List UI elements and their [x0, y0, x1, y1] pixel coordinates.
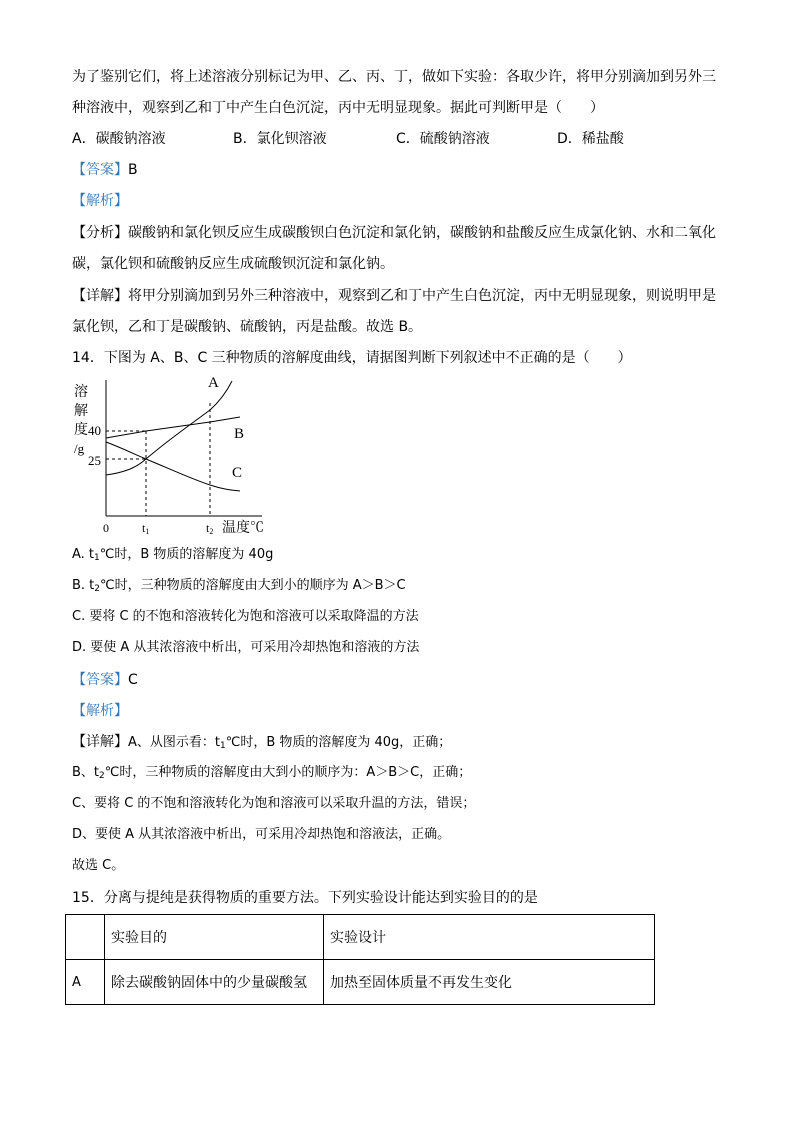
answer-value: B: [128, 162, 138, 178]
q13-option-b: B．氯化钡溶液: [233, 131, 327, 147]
x-tick-t2: t2: [206, 521, 214, 536]
q13-detail-line-1: [72, 286, 716, 306]
detail-tag: 【详解】: [72, 288, 128, 304]
q14-answer: [72, 670, 138, 690]
detail-b-pre: B、t: [72, 765, 100, 780]
curve-c: [106, 442, 243, 491]
answer-tag: 【答案】: [72, 162, 128, 178]
q13-answer: [72, 160, 138, 180]
opt-a-pre: A. t: [72, 547, 95, 562]
q13-option-d: D．稀盐酸: [557, 131, 624, 147]
y-tick-40: 40: [88, 423, 101, 438]
answer-tag: 【答案】: [72, 672, 128, 688]
x-tick-t1-sub: 1: [145, 527, 150, 536]
q14-option-a: [72, 545, 273, 568]
curve-label-c: C: [232, 465, 243, 481]
table-header-cell: 实验目的: [105, 915, 324, 960]
q15-stem: 15．分离与提纯是获得物质的重要方法。下列实验设计能达到实验目的的是: [72, 890, 538, 906]
q13-analysis-tag: 【解析】: [72, 193, 128, 209]
detail-tag: 【详解】: [72, 734, 128, 750]
q14-detail-d: D、要使 A 从其浓溶液中析出，可采用冷却热饱和溶液法，正确。: [72, 827, 451, 842]
q13-stem-line-2: 种溶液中，观察到乙和丁中产生白色沉淀，丙中无明显现象。据此可判断甲是（ ）: [72, 100, 604, 116]
detail-b-sub: 2: [99, 771, 105, 781]
q15-table: [65, 914, 655, 1005]
y-label-char-1: 溶: [74, 385, 88, 400]
q14-detail-b: [72, 763, 471, 786]
q14-detail-a: [72, 732, 451, 756]
solubility-chart: [70, 376, 280, 538]
x-tick-t2-sub: 2: [209, 527, 214, 536]
x-label: 温度℃: [222, 521, 264, 536]
q14-option-d: D. 要使 A 从其浓溶液中析出，可采用冷却热饱和溶液的方法: [72, 640, 420, 655]
y-tick-25: 25: [88, 453, 101, 468]
q13-fenxi-line-1: [72, 223, 716, 243]
table-header-cell: 实验设计: [324, 915, 655, 960]
q13-option-c: C．硫酸钠溶液: [396, 131, 490, 147]
detail-text: 将甲分别滴加到另外三种溶液中，观察到乙和丁中产生白色沉淀，丙中无明显现象，则说明甲是: [128, 288, 716, 304]
table-row: [66, 960, 655, 1005]
answer-value: C: [128, 672, 138, 688]
q14-stem: 14．下图为 A、B、C 三种物质的溶解度曲线，请据图判断下列叙述中不正确的是（ ）: [72, 350, 632, 366]
y-label-char-2: 解: [74, 404, 88, 419]
table-header-row: [66, 915, 655, 960]
q14-analysis-tag: 【解析】: [72, 703, 128, 719]
opt-b-pre: B. t: [72, 578, 95, 593]
opt-a-post: ℃时，B 物质的溶解度为 40g: [99, 547, 274, 562]
y-label-char-4: /g: [74, 441, 85, 456]
curve-b: [106, 417, 240, 438]
detail-a-pre: A、从图示看：t: [128, 735, 220, 750]
opt-b-post: ℃时，三种物质的溶解度由大到小的顺序为 A＞B＞C: [100, 578, 406, 593]
detail-a-post: ℃时，B 物质的溶解度为 40g，正确；: [225, 735, 452, 750]
opt-b-sub: 2: [94, 584, 101, 594]
q14-option-c: C. 要将 C 的不饱和溶液转化为饱和溶液可以采取降温的方法: [72, 609, 419, 624]
fenxi-text: 碳酸钠和氯化钡反应生成碳酸钡白色沉淀和氯化钠，碳酸钠和盐酸反应生成氯化钠、水和二氧化: [128, 225, 716, 241]
q13-fenxi-line-2: 碳，氯化钡和硫酸钠反应生成硫酸钡沉淀和氯化钠。: [72, 256, 394, 272]
table-cell: 加热至固体质量不再发生变化: [324, 960, 655, 1005]
q14-detail-c: C、要将 C 的不饱和溶液转化为饱和溶液可以采取升温的方法，错误；: [72, 796, 476, 811]
origin-label: 0: [103, 521, 109, 535]
fenxi-tag: 【分析】: [72, 225, 128, 241]
q14-option-b: [72, 576, 406, 599]
detail-a-sub: 1: [220, 741, 226, 751]
q13-detail-line-2: 氯化钡，乙和丁是碳酸钠、硫酸钠，丙是盐酸。故选 B。: [72, 319, 423, 335]
q13-stem-line-1: 为了鉴别它们，将上述溶液分别标记为甲、乙、丙、丁，做如下实验：各取少许，将甲分别滴加到另外三: [72, 69, 716, 85]
q14-conclusion: 故选 C。: [72, 858, 125, 873]
detail-b-post: ℃时，三种物质的溶解度由大到小的顺序为：A＞B＞C，正确；: [104, 765, 472, 780]
curve-label-b: B: [234, 426, 245, 442]
q13-option-a: A．碳酸钠溶液: [72, 131, 166, 147]
table-cell: A: [66, 960, 105, 1005]
table-cell: 除去碳酸钠固体中的少量碳酸氢: [105, 960, 324, 1005]
curve-label-a: A: [208, 376, 219, 391]
table-header-cell: [66, 915, 105, 960]
y-label-char-3: 度: [74, 423, 88, 438]
opt-a-sub: 1: [94, 553, 100, 563]
x-tick-t1: t1: [142, 521, 150, 536]
